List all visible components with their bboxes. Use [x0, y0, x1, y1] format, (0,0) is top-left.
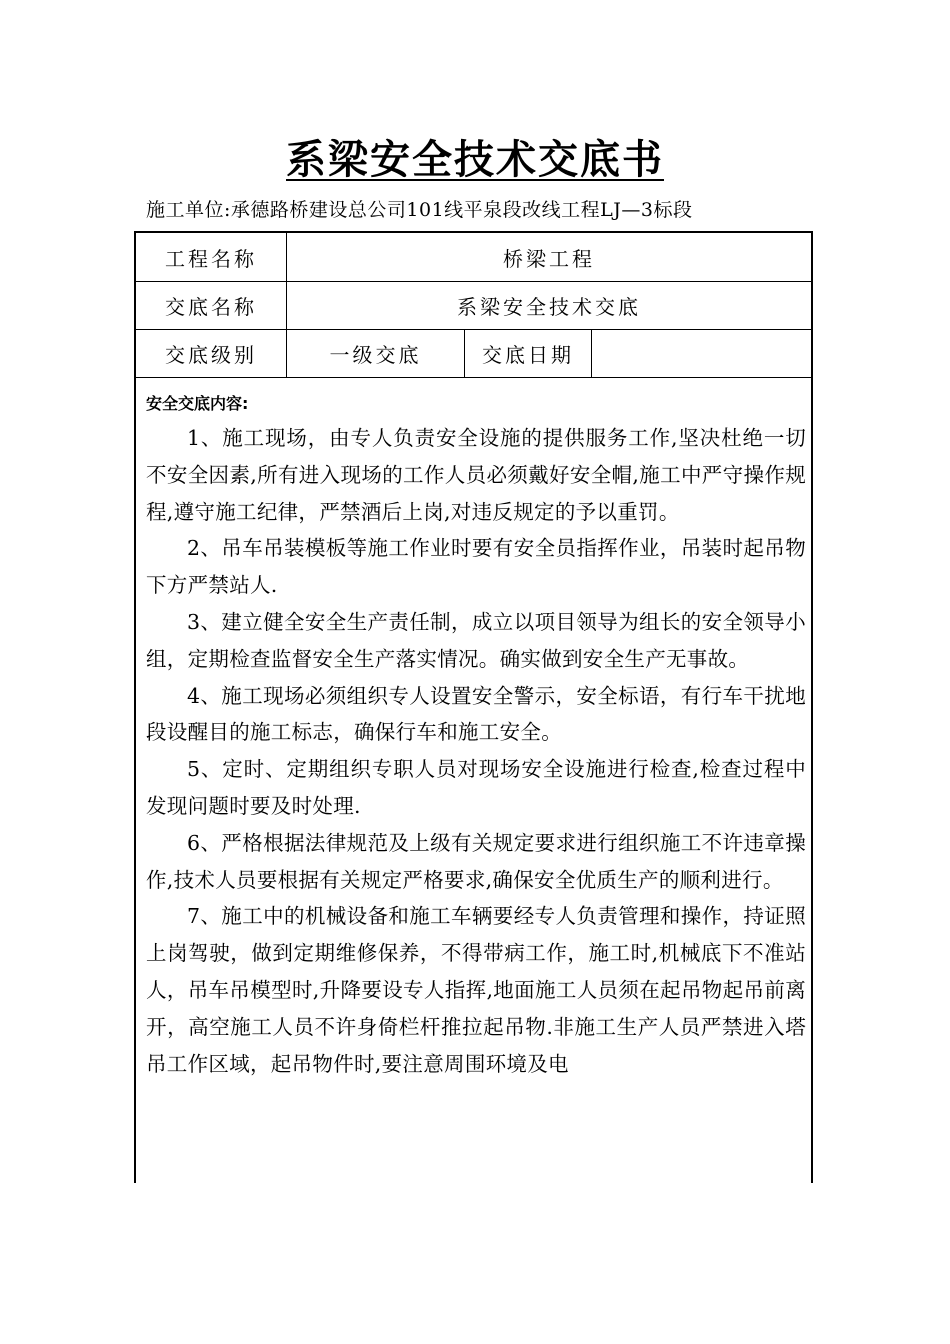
briefing-name-value: 系梁安全技术交底: [286, 281, 811, 329]
briefing-level-label: 交底级别: [165, 342, 257, 367]
briefing-level-value: 一级交底: [286, 329, 464, 377]
briefing-level-row: [136, 329, 811, 378]
content-label: 安全交底内容:: [146, 394, 249, 413]
briefing-name-label: 交底名称: [165, 294, 257, 319]
content-paragraph-3: 3、建立健全安全生产责任制，成立以项目领导为组长的安全领导小组，定期检查监督安全生产落实情况。确实做到安全生产无事故。: [146, 609, 806, 671]
briefing-form: [134, 231, 813, 1183]
content-paragraph-1: 1、施工现场，由专人负责安全设施的提供服务工作,坚决杜绝一切不安全因素,所有进入现场的工作人员必须戴好安全帽,施工中严守操作规程,遵守施工纪律，严禁酒后上岗,对违反规定的予以重罚。: [146, 426, 806, 524]
project-name-row: [136, 233, 811, 282]
content-paragraph-2: 2、吊车吊装模板等施工作业时要有安全员指挥作业，吊装时起吊物下方严禁站人.: [146, 536, 806, 598]
content-paragraph-4: 4、施工现场必须组织专人设置安全警示，安全标语，有行车干扰地段设醒目的施工标志，确保行车和施工安全。: [146, 683, 806, 745]
briefing-date-value: [591, 329, 811, 377]
safety-content: [146, 391, 806, 1082]
content-paragraph-7: 7、施工中的机械设备和施工车辆要经专人负责管理和操作，持证照上岗驾驶，做到定期维修保养，不得带病工作，施工时,机械底下不准站人，吊车吊模型时,升降要设专人指挥,地面施工人员须在起吊物起吊前离开，高空施工人员不许身倚栏杆推拉起吊物.非施工生产人员严禁进入塔吊工作区域，起吊物件时,要注意周围环境及电: [146, 904, 806, 1076]
project-name-value: 桥梁工程: [286, 233, 811, 281]
project-name-label: 工程名称: [165, 246, 257, 271]
content-paragraph-6: 6、严格根据法律规范及上级有关规定要求进行组织施工不许违章操作,技术人员要根据有关规定严格要求,确保安全优质生产的顺利进行。: [146, 830, 806, 892]
briefing-name-row: [136, 281, 811, 330]
document-title: 系梁安全技术交底书: [286, 136, 664, 183]
construction-unit-line: 施工单位:承德路桥建设总公司101线平泉段改线工程LJ—3标段: [146, 199, 693, 221]
content-paragraph-5: 5、定时、定期组织专职人员对现场安全设施进行检查,检查过程中发现问题时要及时处理.: [146, 757, 806, 818]
briefing-date-label: 交底日期: [464, 329, 591, 377]
